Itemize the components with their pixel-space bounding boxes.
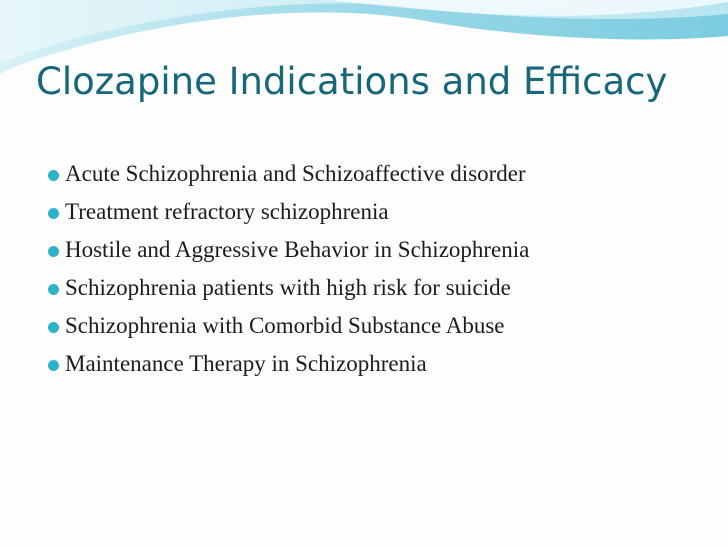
bullet-dot-icon — [48, 322, 59, 333]
bullet-dot-icon — [48, 170, 59, 181]
bullet-item — [48, 195, 529, 233]
bullet-text: Maintenance Therapy in Schizophrenia — [65, 351, 427, 376]
bullet-item — [48, 157, 529, 195]
bullet-text: Schizophrenia with Comorbid Substance Abuse — [65, 313, 505, 338]
bullet-text: Schizophrenia patients with high risk for suicide — [65, 275, 511, 300]
bullet-list — [48, 157, 529, 385]
bullet-text: Acute Schizophrenia and Schizoaffective disorder — [65, 161, 526, 186]
bullet-dot-icon — [48, 360, 59, 371]
bullet-item — [48, 309, 529, 347]
bullet-dot-icon — [48, 284, 59, 295]
bullet-text: Hostile and Aggressive Behavior in Schizophrenia — [65, 237, 530, 262]
slide-title: Clozapine Indications and Efficacy — [36, 60, 668, 103]
bullet-item — [48, 233, 529, 271]
bullet-dot-icon — [48, 208, 59, 219]
bullet-item — [48, 271, 529, 309]
bullet-text: Treatment refractory schizophrenia — [65, 199, 389, 224]
bullet-dot-icon — [48, 246, 59, 257]
bullet-item — [48, 347, 529, 385]
